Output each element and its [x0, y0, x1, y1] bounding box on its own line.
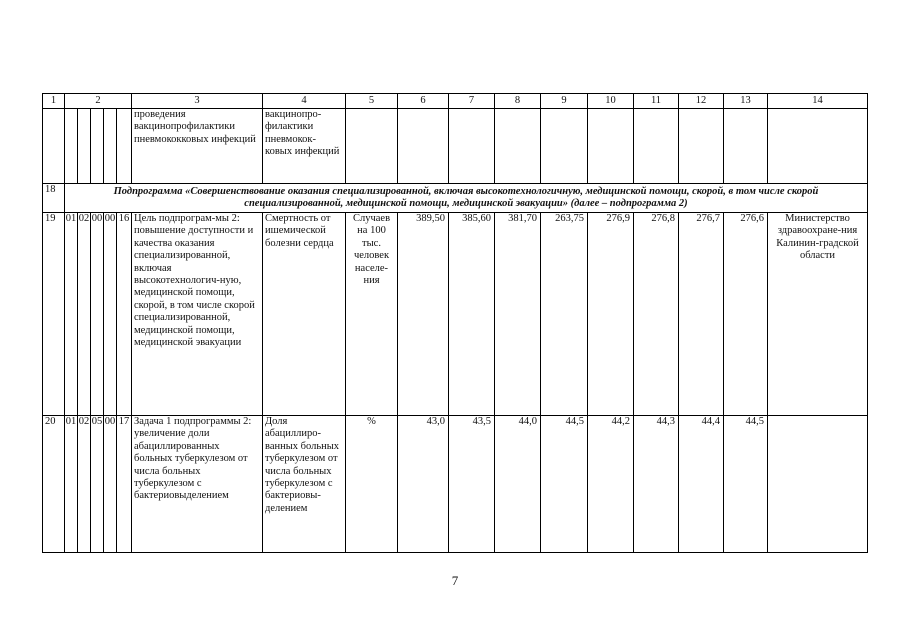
code-cell: 02	[78, 213, 91, 416]
code-cell: 05	[91, 416, 104, 553]
value-cell: 44,3	[634, 416, 679, 553]
code-cell: 01	[65, 213, 78, 416]
goal-text-cell: проведения вакцинопрофилактики пневмококковых инфекций	[132, 109, 263, 184]
header-row	[43, 94, 868, 109]
responsible-cell	[768, 416, 868, 553]
code-cell: 01	[65, 416, 78, 553]
empty-cell	[78, 109, 91, 184]
header-cell: 12	[679, 94, 724, 109]
empty-cell	[724, 109, 768, 184]
header-cell: 7	[449, 94, 495, 109]
value-cell: 44,2	[588, 416, 634, 553]
indicator-text-cell: Смертность от ишемической болезни сердца	[263, 213, 346, 416]
header-cell: 14	[768, 94, 868, 109]
responsible-cell: Министерство здравоохране-ния Калинин-градской области	[768, 213, 868, 416]
row-number: 20	[43, 416, 65, 553]
value-cell: 44,0	[495, 416, 541, 553]
header-cell: 8	[495, 94, 541, 109]
header-cell: 11	[634, 94, 679, 109]
value-cell: 263,75	[541, 213, 588, 416]
row-number: 18	[43, 184, 65, 213]
empty-cell	[104, 109, 117, 184]
value-cell: 43,5	[449, 416, 495, 553]
empty-cell	[43, 109, 65, 184]
table-row	[43, 416, 868, 553]
code-cell: 00	[104, 213, 117, 416]
header-cell: 10	[588, 94, 634, 109]
value-cell: 276,9	[588, 213, 634, 416]
value-cell: 385,60	[449, 213, 495, 416]
table-row	[43, 213, 868, 416]
value-cell: 44,5	[541, 416, 588, 553]
empty-cell	[679, 109, 724, 184]
header-cell: 5	[346, 94, 398, 109]
value-cell: 276,7	[679, 213, 724, 416]
empty-cell	[398, 109, 449, 184]
unit-cell: Случаев на 100 тыс. человек населе-ния	[346, 213, 398, 416]
header-cell: 6	[398, 94, 449, 109]
goal-text-cell: Задача 1 подпрограммы 2: увеличение доли абациллированных больных туберкулезом от числа больных туберкулезом с бактериовыделением	[132, 416, 263, 553]
code-cell: 16	[117, 213, 132, 416]
header-cell: 13	[724, 94, 768, 109]
header-cell: 1	[43, 94, 65, 109]
empty-cell	[346, 109, 398, 184]
header-cell: 9	[541, 94, 588, 109]
goal-text-cell: Цель подпрограм-мы 2: повышение доступности и качества оказания специализированной, включая высокотехнологич-ную, медицинской помощи, скорой, в том числе скорой специализированной, медицинской помощи, медицинской эвакуации	[132, 213, 263, 416]
header-cell: 3	[132, 94, 263, 109]
empty-cell	[588, 109, 634, 184]
value-cell: 381,70	[495, 213, 541, 416]
indicators-table	[42, 93, 868, 553]
subprogram-title: Подпрограмма «Совершенствование оказания специализированной, включая высокотехнологичную, медицинской помощи, скорой, в том числе скорой специализированной, медицинской помощи, медицинской эвакуации» (далее – подпрограмма 2)	[65, 184, 868, 213]
indicator-text-cell: Доля абациллиро-ванных больных туберкулезом от числа больных туберкулезом с бактериовы-делением	[263, 416, 346, 553]
row-number: 19	[43, 213, 65, 416]
empty-cell	[634, 109, 679, 184]
value-cell: 44,4	[679, 416, 724, 553]
code-cell: 02	[78, 416, 91, 553]
value-cell: 389,50	[398, 213, 449, 416]
empty-cell	[65, 109, 78, 184]
code-cell: 17	[117, 416, 132, 553]
value-cell: 276,8	[634, 213, 679, 416]
header-cell: 4	[263, 94, 346, 109]
empty-cell	[449, 109, 495, 184]
value-cell: 276,6	[724, 213, 768, 416]
value-cell: 44,5	[724, 416, 768, 553]
empty-cell	[768, 109, 868, 184]
continuation-row	[43, 109, 868, 184]
indicator-text-cell: вакцинопро-филактики пневмокок-ковых инфекций	[263, 109, 346, 184]
code-cell: 00	[91, 213, 104, 416]
page-number: 7	[451, 573, 459, 588]
header-cell: 2	[65, 94, 132, 109]
empty-cell	[495, 109, 541, 184]
value-cell: 43,0	[398, 416, 449, 553]
empty-cell	[91, 109, 104, 184]
empty-cell	[117, 109, 132, 184]
unit-cell: %	[346, 416, 398, 553]
code-cell: 00	[104, 416, 117, 553]
empty-cell	[541, 109, 588, 184]
subprogram-row	[43, 184, 868, 213]
